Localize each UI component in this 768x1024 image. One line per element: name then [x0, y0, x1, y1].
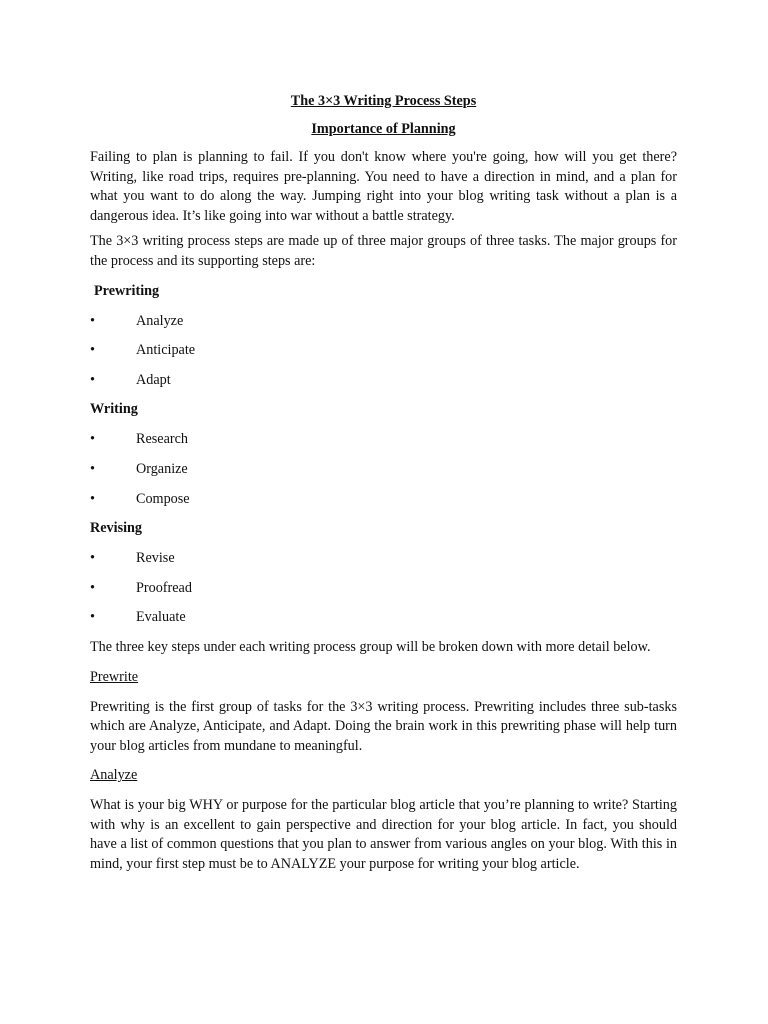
list-item	[90, 539, 677, 569]
list-item	[90, 420, 677, 450]
bullet-icon: •	[90, 342, 95, 359]
step-label: Analyze	[136, 312, 184, 329]
document-title: The 3×3 Writing Process Steps	[290, 93, 477, 109]
breakdown-paragraph: The three key steps under each writing process group will be broken down with more detail below.	[90, 638, 651, 655]
list-item	[90, 598, 677, 628]
bullet-icon: •	[90, 490, 95, 507]
bullet-icon: •	[90, 609, 95, 626]
prewrite-paragraph: Prewriting is the first group of tasks for the 3×3 writing process. Prewriting includes three sub-tasks which are Analyze, Anticipate, and Adapt. Doing the brain work in this prewriting phase will help turn your blog articles from mundane to meaningful.	[90, 698, 677, 754]
step-list-writing	[90, 420, 677, 509]
step-label: Anticipate	[136, 342, 196, 359]
groups-paragraph: The 3×3 writing process steps are made up of three major groups of three tasks. The major groups for the process and its supporting steps are:	[90, 233, 677, 269]
bullet-icon: •	[90, 460, 95, 477]
section-heading-planning: Importance of Planning	[311, 121, 456, 137]
list-item	[90, 450, 677, 480]
step-label: Research	[136, 431, 188, 448]
group-heading-writing: Writing	[90, 401, 138, 418]
bullet-icon: •	[90, 431, 95, 448]
step-list-prewriting	[90, 302, 677, 391]
section-label-prewrite: Prewrite	[90, 668, 139, 685]
group-heading-revising: Revising	[90, 520, 143, 537]
analyze-paragraph: What is your big WHY or purpose for the particular blog article that you’re planning to write? Starting with why is an excellent to gain perspective and direction for your blog article. In fact, you should have a list of common questions that you plan to answer from various angles on your blog. With this in mind, your first step must be to ANALYZE your purpose for writing your blog article.	[90, 797, 677, 873]
step-label: Organize	[136, 460, 188, 477]
step-label: Revise	[136, 550, 175, 567]
section-label-analyze: Analyze	[90, 767, 138, 784]
list-item	[90, 361, 677, 391]
bullet-icon: •	[90, 371, 95, 388]
group-heading-prewriting: Prewriting	[94, 282, 160, 299]
bullet-icon: •	[90, 312, 95, 329]
document-page	[90, 92, 677, 875]
step-label: Evaluate	[136, 609, 186, 626]
step-label: Adapt	[136, 371, 171, 388]
list-item	[90, 569, 677, 599]
list-item	[90, 302, 677, 332]
step-label: Proofread	[136, 579, 192, 596]
step-label: Compose	[136, 490, 190, 507]
bullet-icon: •	[90, 550, 95, 567]
step-list-revising	[90, 539, 677, 628]
intro-paragraph: Failing to plan is planning to fail. If you don't know where you're going, how will you get there? Writing, like road trips, requires pre-planning. You need to have a direction in mind, and a plan for what you want to do along the way. Jumping right into your blog writing task without a plan is a dangerous idea. It’s like going into war without a battle strategy.	[90, 149, 677, 224]
bullet-icon: •	[90, 579, 95, 596]
list-item	[90, 331, 677, 361]
list-item	[90, 480, 677, 510]
